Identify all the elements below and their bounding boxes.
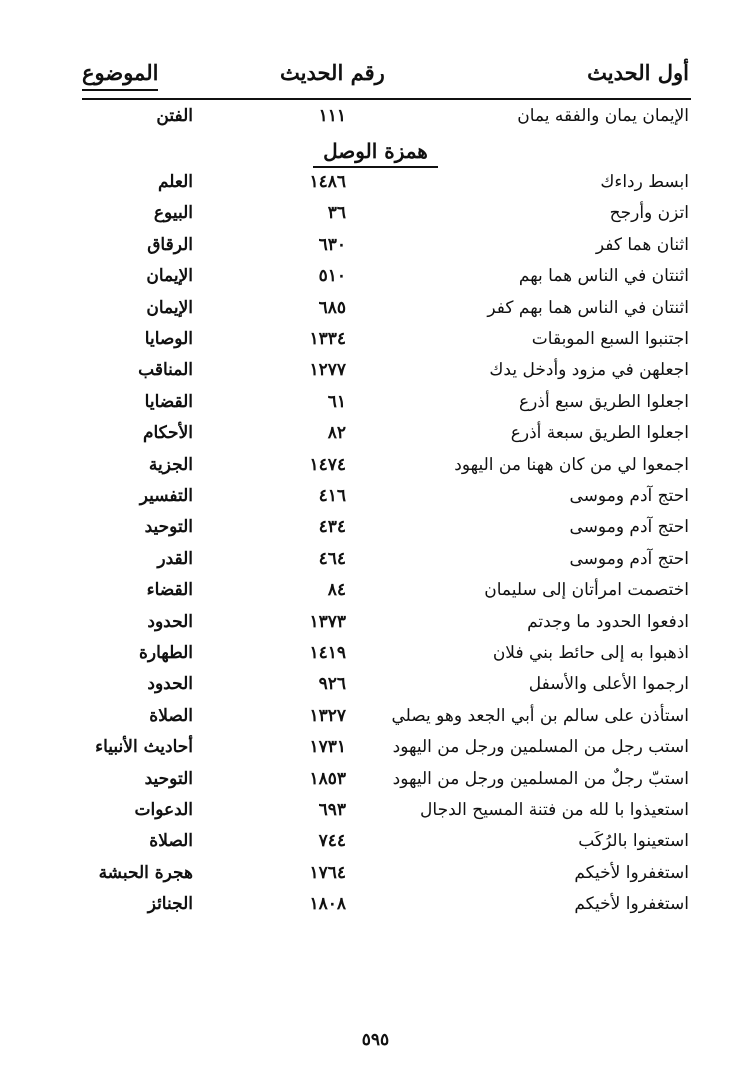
table-row — [0, 894, 751, 924]
table-row — [0, 863, 751, 893]
hadith-topic: الوصايا — [144, 329, 193, 349]
hadith-first-words: استب رجل من المسلمين ورجل من اليهود — [392, 737, 689, 757]
table-row — [0, 392, 751, 422]
table-row — [0, 329, 751, 359]
hadith-first-words: ابسط رداءك — [600, 172, 689, 192]
hadith-number: ٨٤ — [327, 580, 346, 600]
hadith-first-words: الإيمان يمان والفقه يمان — [517, 106, 689, 126]
section-title: همزة الوصل — [313, 139, 438, 168]
hadith-number: ١٣٢٧ — [309, 706, 346, 726]
hadith-number: ٧٤٤ — [318, 831, 346, 851]
hadith-first-words: اثنتان في الناس هما بهم كفر — [487, 298, 689, 318]
hadith-topic: هجرة الحبشة — [98, 863, 193, 883]
hadith-first-words: استغفروا لأخيكم — [574, 894, 689, 914]
table-row — [0, 298, 751, 328]
table-row — [0, 106, 751, 136]
hadith-first-words: ارجموا الأعلى والأسفل — [528, 674, 689, 694]
hadith-number: ٣٦ — [327, 203, 346, 223]
hadith-first-words: استعيذوا با لله من فتنة المسيح الدجال — [420, 800, 689, 820]
hadith-number: ٦٨٥ — [318, 298, 346, 318]
hadith-number: ٦٣٠ — [318, 235, 346, 255]
hadith-topic: الإيمان — [146, 266, 193, 286]
hadith-topic: الجزية — [148, 455, 193, 475]
header-divider — [82, 98, 691, 100]
hadith-first-words: اتزن وأرجح — [609, 203, 689, 223]
hadith-number: ٦٩٣ — [318, 800, 346, 820]
hadith-topic: القضاء — [146, 580, 193, 600]
hadith-number: ١٤٧٤ — [309, 455, 346, 475]
hadith-first-words: اختصمت امرأتان إلى سليمان — [484, 580, 689, 600]
hadith-number: ١٢٧٧ — [309, 360, 346, 380]
hadith-topic: البيوع — [153, 203, 193, 223]
hadith-topic: التوحيد — [144, 517, 193, 537]
table-row — [0, 486, 751, 516]
hadith-number: ٤٣٤ — [318, 517, 346, 537]
hadith-first-words: اجمعوا لي من كان ههنا من اليهود — [454, 455, 689, 475]
table-row — [0, 360, 751, 390]
hadith-first-words: احتج آدم وموسى — [569, 486, 689, 506]
table-row — [0, 203, 751, 233]
table-row — [0, 517, 751, 547]
hadith-topic: التوحيد — [144, 769, 193, 789]
hadith-number: ٤١٦ — [318, 486, 346, 506]
hadith-topic: الأحكام — [142, 423, 193, 443]
hadith-topic: الصلاة — [149, 831, 193, 851]
hadith-first-words: استعينوا بالرُكَب — [578, 831, 689, 851]
hadith-first-words: استأذن على سالم بن أبي الجعد وهو يصلي — [391, 706, 689, 726]
table-row — [0, 643, 751, 673]
hadith-topic: الرقاق — [147, 235, 193, 255]
hadith-topic: الدعوات — [134, 800, 193, 820]
hadith-number: ١٧٦٤ — [309, 863, 346, 883]
table-row — [0, 455, 751, 485]
hadith-number: ٤٦٤ — [318, 549, 346, 569]
hadith-topic: العلم — [157, 172, 193, 192]
header-topic: الموضوع — [82, 60, 158, 91]
hadith-first-words: احتج آدم وموسى — [569, 517, 689, 537]
hadith-number: ١٤١٩ — [309, 643, 346, 663]
table-row — [0, 674, 751, 704]
table-row — [0, 706, 751, 736]
hadith-topic: الحدود — [147, 674, 193, 694]
header-hadith-number: رقم الحديث — [280, 60, 385, 85]
hadith-number: ١٧٣١ — [309, 737, 346, 757]
hadith-topic: الإيمان — [146, 298, 193, 318]
hadith-first-words: اثنان هما كفر — [595, 235, 689, 255]
table-row — [0, 172, 751, 202]
hadith-number: ١٣٧٣ — [309, 612, 346, 632]
hadith-topic: الطهارة — [139, 643, 193, 663]
hadith-first-words: اجعلوا الطريق سبعة أذرع — [510, 423, 689, 443]
hadith-first-words: ادفعوا الحدود ما وجدتم — [527, 612, 689, 632]
hadith-first-words: استغفروا لأخيكم — [574, 863, 689, 883]
table-row — [0, 580, 751, 610]
hadith-first-words: اثنتان في الناس هما بهم — [518, 266, 689, 286]
hadith-first-words: احتج آدم وموسى — [569, 549, 689, 569]
table-row — [0, 266, 751, 296]
hadith-topic: التفسير — [139, 486, 193, 506]
hadith-topic: أحاديث الأنبياء — [95, 737, 193, 757]
hadith-topic: القضايا — [144, 392, 193, 412]
hadith-first-words: اجعلوا الطريق سبع أذرع — [519, 392, 689, 412]
hadith-number: ١٨٠٨ — [309, 894, 346, 914]
table-row — [0, 612, 751, 642]
table-row — [0, 831, 751, 861]
hadith-topic: الصلاة — [149, 706, 193, 726]
hadith-number: ١٤٨٦ — [309, 172, 346, 192]
hadith-number: ٩٢٦ — [318, 674, 346, 694]
table-row — [0, 737, 751, 767]
hadith-number: ٨٢ — [327, 423, 346, 443]
hadith-number: ٥١٠ — [318, 266, 346, 286]
hadith-number: ١٨٥٣ — [309, 769, 346, 789]
hadith-number: ١٣٣٤ — [309, 329, 346, 349]
section-heading — [0, 139, 751, 168]
hadith-topic: الجنائز — [147, 894, 193, 914]
table-row — [0, 423, 751, 453]
table-row — [0, 549, 751, 579]
table-row — [0, 235, 751, 265]
hadith-topic: الفتن — [156, 106, 193, 126]
page-number: ٥٩٥ — [361, 1030, 390, 1050]
hadith-first-words: اجعلهن في مزود وأدخل يدك — [489, 360, 689, 380]
hadith-topic: المناقب — [138, 360, 193, 380]
hadith-first-words: اجتنبوا السبع الموبقات — [531, 329, 689, 349]
table-row — [0, 800, 751, 830]
hadith-topic: القدر — [157, 549, 193, 569]
hadith-first-words: استبّ رجلٌ من المسلمين ورجل من اليهود — [392, 769, 689, 789]
hadith-number: ٦١ — [327, 392, 346, 412]
header-first-of-hadith: أول الحديث — [587, 60, 689, 85]
hadith-topic: الحدود — [147, 612, 193, 632]
table-row — [0, 769, 751, 799]
hadith-first-words: اذهبوا به إلى حائط بني فلان — [492, 643, 689, 663]
hadith-number: ١١١ — [318, 106, 346, 126]
